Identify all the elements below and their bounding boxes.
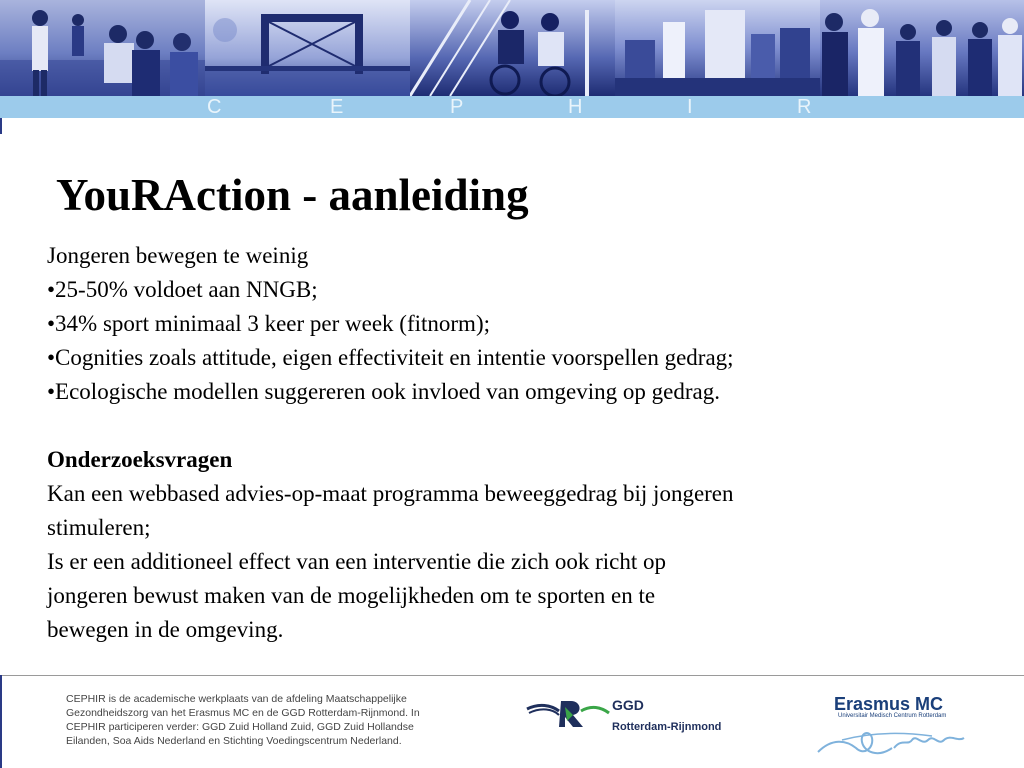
- city-skyline-photo: [615, 0, 820, 96]
- footer-line: Gezondheidszorg van het Erasmus MC en de GGD Rotterdam-Rijnmond. In: [66, 707, 420, 719]
- footer-line: Eilanden, Soa Aids Nederland en Stichting Voedingscentrum Nederland.: [66, 735, 402, 747]
- people-crowd-photo: [0, 0, 205, 96]
- bullet-item: •25-50% voldoet aan NNGB;: [47, 277, 318, 302]
- ggd-name: GGD: [612, 697, 644, 713]
- questions-heading: Onderzoeksvragen: [47, 447, 233, 472]
- bridge-photo: [205, 0, 410, 96]
- footer-left-rule: [0, 675, 2, 768]
- strip-letter: H: [568, 96, 583, 118]
- cephir-strip: [0, 96, 1024, 118]
- strip-letter: E: [330, 96, 344, 118]
- erasmus-mc-name: Erasmus MC: [834, 694, 944, 714]
- erasmus-mc-subtitle: Universitair Medisch Centrum Rotterdam: [838, 713, 947, 719]
- bullet-item: •Cognities zoals attitude, eigen effectiviteit en intentie voorspellen gedrag;: [47, 345, 734, 370]
- footer-line: CEPHIR participeren verder: GGD Zuid Holland Zuid, GGD Zuid Hollandse: [66, 721, 414, 733]
- ggd-logo-icon: [525, 695, 610, 729]
- question-line: jongeren bewust maken van de mogelijkheden om te sporten en te: [47, 583, 656, 608]
- bullet-item: •34% sport minimaal 3 keer per week (fitnorm);: [47, 311, 490, 336]
- ggd-region: Rotterdam-Rijnmond: [612, 721, 722, 733]
- left-accent-rule: [0, 118, 2, 134]
- question-line: Kan een webbased advies-op-maat programma beweeggedrag bij jongeren: [47, 481, 734, 506]
- young-people-photo: [820, 0, 1024, 96]
- question-line: Is er een additioneel effect van een interventie die zich ook richt op: [47, 549, 667, 574]
- slide-title: YouRAction - aanleiding: [56, 170, 529, 220]
- cyclists-photo: [410, 0, 615, 96]
- question-line: bewegen in de omgeving.: [47, 617, 284, 642]
- footer-description: [66, 692, 466, 748]
- bullet-item: •Ecologische modellen suggereren ook invloed van omgeving op gedrag.: [47, 379, 720, 404]
- header-photo-banner: [0, 0, 1024, 96]
- strip-letter: C: [207, 96, 222, 118]
- slide-body: [47, 239, 947, 647]
- erasmus-signature-icon: [812, 718, 972, 760]
- strip-letter: I: [687, 96, 693, 118]
- strip-letter: R: [797, 96, 812, 118]
- strip-letter: P: [450, 96, 464, 118]
- footer-divider: [0, 675, 1024, 676]
- intro-line: Jongeren bewegen te weinig: [47, 243, 309, 268]
- footer-line: CEPHIR is de academische werkplaats van de afdeling Maatschappelijke: [66, 693, 407, 705]
- paragraph-gap: [47, 409, 947, 443]
- question-line: stimuleren;: [47, 515, 151, 540]
